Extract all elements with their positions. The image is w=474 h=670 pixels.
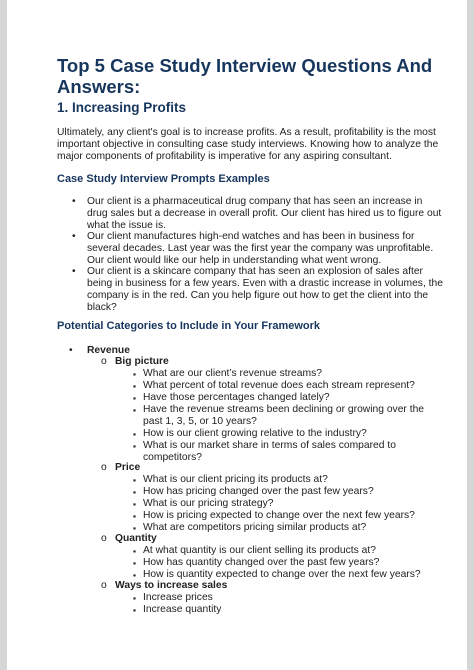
question-line: competitors? xyxy=(143,452,202,463)
subsection-heading: Potential Categories to Include in Your Framework xyxy=(57,320,321,332)
square-bullet-icon: ▪ xyxy=(133,511,137,521)
square-bullet-icon: ▪ xyxy=(133,605,137,615)
question-line: How has quantity changed over the past few years? xyxy=(143,557,380,568)
list-item-line: drug sales but a decrease in overall profit. Our client has hired us to figure out xyxy=(87,208,442,219)
page-title: Top 5 Case Study Interview Questions And xyxy=(57,55,433,76)
question-line: How has pricing changed over the past few years? xyxy=(143,486,374,497)
circle-bullet-icon: o xyxy=(101,356,107,367)
document-page xyxy=(7,0,467,670)
bullet-icon: • xyxy=(72,266,76,277)
square-bullet-icon: ▪ xyxy=(133,570,137,580)
subcategory-big-picture: Big picture xyxy=(115,356,169,367)
question-line: What are our client’s revenue streams? xyxy=(143,368,322,379)
page-title-line-2: Answers: xyxy=(57,76,141,97)
square-bullet-icon: ▪ xyxy=(133,429,137,439)
subcategory-price: Price xyxy=(115,462,141,473)
square-bullet-icon: ▪ xyxy=(133,381,137,391)
question-line: Have the revenue streams been declining or growing over the xyxy=(143,404,425,415)
square-bullet-icon: ▪ xyxy=(133,593,137,603)
square-bullet-icon: ▪ xyxy=(133,546,137,556)
question-line: past 1, 3, 5, or 10 years? xyxy=(143,416,257,427)
category-revenue: Revenue xyxy=(87,345,130,356)
question-line: How is our client growing relative to the industry? xyxy=(143,428,367,439)
square-bullet-icon: ▪ xyxy=(133,499,137,509)
square-bullet-icon: ▪ xyxy=(133,441,137,451)
question-line: Increase quantity xyxy=(143,604,222,615)
circle-bullet-icon: o xyxy=(101,533,107,544)
question-line: What are competitors pricing similar products at? xyxy=(143,522,367,533)
subsection-heading: Case Study Interview Prompts Examples xyxy=(57,173,270,185)
square-bullet-icon: ▪ xyxy=(133,487,137,497)
section-heading: 1. Increasing Profits xyxy=(57,100,187,115)
question-line: Have those percentages changed lately? xyxy=(143,392,330,403)
list-item-line: Our client would like our help in understanding what went wrong. xyxy=(87,255,382,266)
square-bullet-icon: ▪ xyxy=(133,558,137,568)
list-item-line: Our client is a pharmaceutical drug company that has seen an increase in xyxy=(87,196,423,207)
square-bullet-icon: ▪ xyxy=(133,393,137,403)
question-line: Increase prices xyxy=(143,592,213,603)
question-line: What is our client pricing its products at? xyxy=(143,474,328,485)
paragraph-line: Ultimately, any client's goal is to increase profits. As a result, profitability is the most xyxy=(57,127,436,138)
list-item-line: company is in the red. Can you help figure out how to get the client into the xyxy=(87,290,429,301)
question-line: What is our market share in terms of sales compared to xyxy=(143,440,396,451)
question-line: At what quantity is our client selling its products at? xyxy=(143,545,376,556)
paragraph-line: important objective in consulting case study interviews. Knowing how to analyze the xyxy=(57,139,439,150)
square-bullet-icon: ▪ xyxy=(133,369,137,379)
list-item-line: Our client is a skincare company that has seen an explosion of sales after xyxy=(87,266,423,277)
square-bullet-icon: ▪ xyxy=(133,475,137,485)
subcategory-ways-to-increase-sales: Ways to increase sales xyxy=(115,580,228,591)
circle-bullet-icon: o xyxy=(101,462,107,473)
square-bullet-icon: ▪ xyxy=(133,523,137,533)
question-line: How is quantity expected to change over the next few years? xyxy=(143,569,421,580)
bullet-icon: • xyxy=(72,231,76,242)
question-line: What percent of total revenue does each stream represent? xyxy=(143,380,415,391)
question-line: What is our pricing strategy? xyxy=(143,498,274,509)
list-item-line: being in business for a few years. Even with a drastic increase in volumes, the xyxy=(87,278,443,289)
question-line: How is pricing expected to change over the next few years? xyxy=(143,510,415,521)
list-item-line: several decades. Last year was the first year the company was unprofitable. xyxy=(87,243,434,254)
square-bullet-icon: ▪ xyxy=(133,405,137,415)
bullet-icon: • xyxy=(69,345,73,356)
list-item-line: black? xyxy=(87,302,117,313)
list-item-line: Our client manufactures high-end watches and has been in business for xyxy=(87,231,415,242)
subcategory-quantity: Quantity xyxy=(115,533,157,544)
list-item-line: what the issue is. xyxy=(87,220,166,231)
bullet-icon: • xyxy=(72,196,76,207)
paragraph-line: major components of profitability is imperative for any aspiring consultant. xyxy=(57,151,392,162)
circle-bullet-icon: o xyxy=(101,580,107,591)
